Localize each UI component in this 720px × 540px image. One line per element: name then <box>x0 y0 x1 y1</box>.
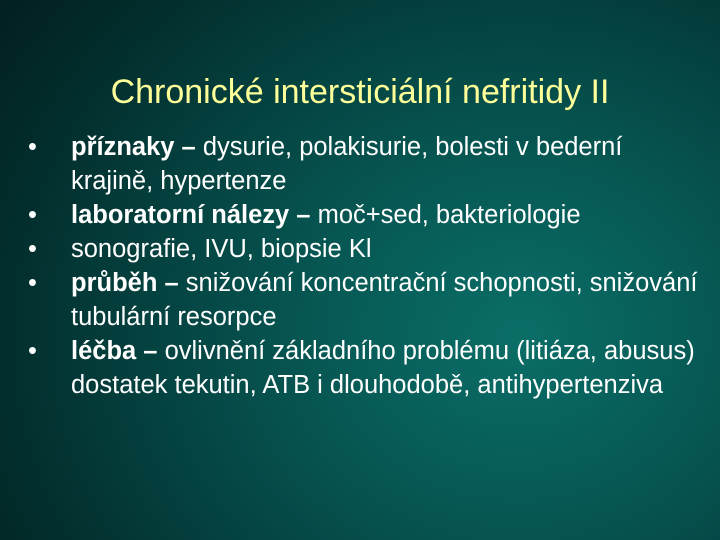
bullet-icon: • <box>28 133 37 161</box>
bullet-item-course <box>28 266 708 334</box>
bullet-term: příznaky – <box>71 133 196 161</box>
bullet-icon: • <box>28 269 37 297</box>
bullet-text: ovlivnění základního problému (litiáza, abusus) dostatek tekutin, ATB i dlouhodobě, antihypertenziva <box>71 337 695 399</box>
bullet-term: laboratorní nálezy – <box>71 201 311 229</box>
bullet-item-imaging <box>28 232 708 266</box>
bullet-text: snižování koncentrační schopnosti, snižování tubulární resorpce <box>71 269 698 331</box>
bullet-item-treatment <box>28 334 708 402</box>
bullet-item-symptoms <box>28 130 708 198</box>
bullet-icon: • <box>28 337 37 365</box>
slide-title: Chronické intersticiální nefritidy II <box>110 72 610 111</box>
bullet-item-lab-findings <box>28 198 708 232</box>
bullet-icon: • <box>28 235 37 263</box>
bullet-text: moč+sed, bakteriologie <box>310 201 581 229</box>
bullet-text: dysurie, polakisurie, bolesti v bederní krajině, hypertenze <box>71 133 623 195</box>
bullet-term: průběh – <box>71 269 179 297</box>
bullet-list <box>28 130 708 402</box>
bullet-icon: • <box>28 201 37 229</box>
bullet-text: sonografie, IVU, biopsie Kl <box>71 235 372 263</box>
bullet-term: léčba – <box>71 337 158 365</box>
